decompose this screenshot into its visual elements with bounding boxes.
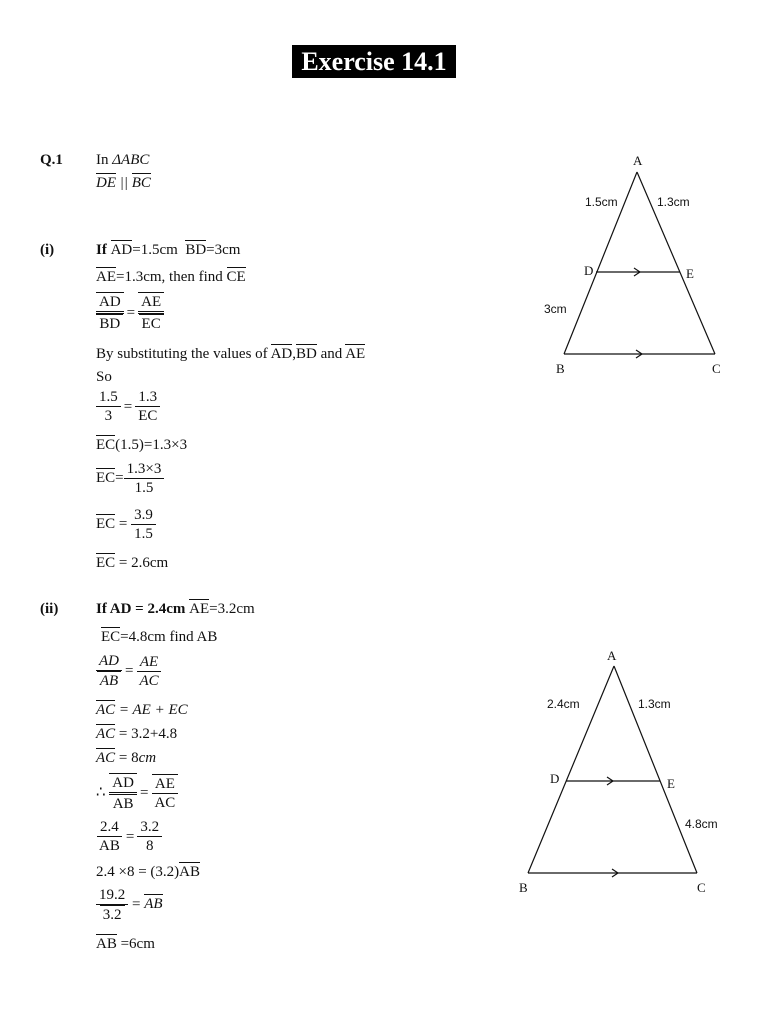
segment: EC: [96, 555, 116, 571]
ratio-equation: $\frac{AD}{BD}$ = $\frac{AE}{EC}$: [96, 292, 164, 333]
text: = 2.6cm: [115, 555, 169, 571]
text: = 3.2+4.8: [115, 726, 178, 742]
segment: EC: [96, 437, 116, 453]
segment: AD: [110, 242, 133, 258]
value: =3cm: [206, 242, 241, 258]
denominator: 1.5: [134, 526, 153, 542]
vertex-c: C: [697, 880, 706, 895]
fraction: [151, 774, 178, 812]
value: =3.2cm: [209, 601, 255, 617]
heading: If AD = 2.4cm: [96, 601, 190, 617]
fraction: [131, 506, 156, 543]
numerator: 1.3: [135, 388, 160, 407]
denominator: 3.2: [100, 905, 125, 924]
numerator: 1.3×3: [124, 460, 165, 479]
fraction: [96, 388, 121, 425]
given-line: [96, 267, 246, 287]
segment: AE: [189, 601, 210, 617]
ac-line: [96, 724, 177, 744]
given-line: [101, 627, 217, 647]
solve-line: [96, 460, 164, 497]
denominator: AB: [99, 838, 120, 854]
answer-line: [96, 934, 155, 954]
substituted-equation: $\frac{2.4}{AB}$ = $\frac{3.2}{8}$: [96, 818, 162, 855]
ratio-equation: ∴ $\frac{AD}{AB}$ = $\frac{AE}{AC}$: [96, 773, 178, 813]
so-word: So: [96, 369, 112, 385]
question-label: Q.1: [40, 152, 63, 168]
substitution-line: [96, 344, 365, 364]
numerator: AE: [137, 653, 161, 672]
fraction: [96, 886, 128, 924]
denominator: 1.5: [134, 480, 154, 496]
triangle-figure-2: [505, 640, 745, 900]
length-bd: 3cm: [544, 302, 567, 316]
segment: AB: [179, 864, 201, 880]
fraction: [135, 388, 160, 425]
segment: AC: [96, 750, 116, 766]
text: =: [115, 469, 124, 486]
denominator: AC: [154, 795, 176, 811]
numerator: 1.5: [96, 388, 121, 407]
numerator: AD: [96, 292, 124, 314]
segment: AE: [96, 269, 116, 285]
segment: AC: [96, 726, 116, 742]
text: =: [128, 896, 145, 913]
numerator: 19.2: [96, 886, 128, 905]
segment: AE: [345, 346, 366, 362]
substituted-equation: $\frac{1.5}{3}$ = $\frac{1.3}{EC}$: [96, 388, 160, 425]
denominator: AB: [97, 671, 121, 690]
length-ec: 4.8cm: [685, 817, 718, 831]
text: = AE + EC: [115, 702, 188, 718]
vertex-a: A: [633, 153, 643, 168]
segment: AC: [96, 702, 116, 718]
numerator: 3.2: [137, 818, 162, 837]
denominator: AB: [112, 796, 134, 812]
numerator: AE: [152, 774, 178, 794]
fraction: [137, 818, 162, 855]
vertex-e: E: [686, 266, 694, 281]
triangle-name: ΔABC: [112, 152, 150, 168]
solve-line: [96, 506, 156, 543]
length-ae: 1.3cm: [638, 697, 671, 711]
text: = 8: [115, 750, 139, 766]
fraction: [96, 292, 124, 333]
segment: BC: [131, 175, 151, 191]
fraction: [96, 652, 122, 690]
length-ae: 1.3cm: [657, 195, 690, 209]
numerator: 2.4: [97, 818, 122, 837]
page-title: Exercise 14.1: [292, 45, 456, 78]
segment: AD: [270, 346, 293, 362]
fraction: [138, 292, 164, 333]
vertex-b: B: [556, 361, 565, 376]
unit: cm: [138, 750, 157, 766]
fraction: [109, 773, 137, 813]
segment: EC: [101, 629, 121, 645]
vertex-a: A: [607, 648, 617, 663]
segment: EC: [96, 469, 116, 486]
part-label: (i): [40, 242, 55, 258]
value: =4.8cm find AB: [120, 629, 218, 645]
text: =: [115, 515, 132, 532]
ac-line: [96, 700, 188, 720]
segment: AB: [96, 936, 117, 952]
parallel-symbol: ||: [116, 175, 132, 191]
numerator: AD: [109, 773, 137, 795]
denominator: 3: [104, 408, 113, 424]
segment: CE: [226, 269, 246, 285]
segment: AB: [144, 896, 163, 913]
numerator: AE: [138, 292, 164, 314]
fraction: [136, 653, 161, 690]
fraction: [124, 460, 165, 497]
cross-multiply-line: [96, 862, 200, 882]
denominator: AC: [139, 672, 159, 689]
vertex-c: C: [712, 361, 721, 376]
ac-line: [96, 748, 156, 768]
text: =6cm: [116, 936, 155, 952]
triangle-figure-1: [530, 148, 740, 380]
given-line: [96, 240, 240, 260]
text: 2.4 ×8 = (3.2): [96, 864, 180, 880]
denominator: BD: [96, 314, 123, 333]
length-ad: 2.4cm: [547, 697, 580, 711]
cross-multiply-line: [96, 435, 187, 455]
text: (1.5)=1.3×3: [115, 437, 188, 453]
given-triangle: [96, 150, 149, 170]
answer-line: [96, 553, 168, 573]
numerator: AD: [96, 652, 122, 671]
segment: BD: [296, 346, 317, 362]
therefore-symbol: ∴: [96, 784, 110, 801]
text: ,: [292, 346, 297, 362]
segment: BD: [185, 242, 207, 258]
value: =1.5cm: [132, 242, 178, 258]
vertex-e: E: [667, 776, 675, 791]
given-parallel: [96, 173, 151, 193]
length-ad: 1.5cm: [585, 195, 618, 209]
numerator: 3.9: [131, 506, 156, 525]
denominator: EC: [139, 314, 164, 333]
text: and: [316, 346, 346, 362]
part-label: (ii): [40, 601, 59, 617]
fraction: [96, 818, 123, 855]
given-line: [96, 599, 255, 619]
vertex-b: B: [519, 880, 528, 895]
vertex-d: D: [584, 263, 594, 278]
given-prefix: In: [96, 152, 113, 168]
value: =1.3cm, then find: [116, 269, 227, 285]
segment: EC: [96, 515, 116, 532]
if-word: If: [96, 242, 111, 258]
denominator: EC: [138, 408, 158, 424]
segment: DE: [96, 175, 116, 191]
denominator: 8: [145, 838, 154, 854]
text: By substituting the values of: [96, 346, 271, 362]
ratio-equation: $\frac{AD}{AB}$ = $\frac{AE}{AC}$: [96, 652, 162, 690]
vertex-d: D: [550, 771, 560, 786]
solve-line: [96, 886, 163, 924]
